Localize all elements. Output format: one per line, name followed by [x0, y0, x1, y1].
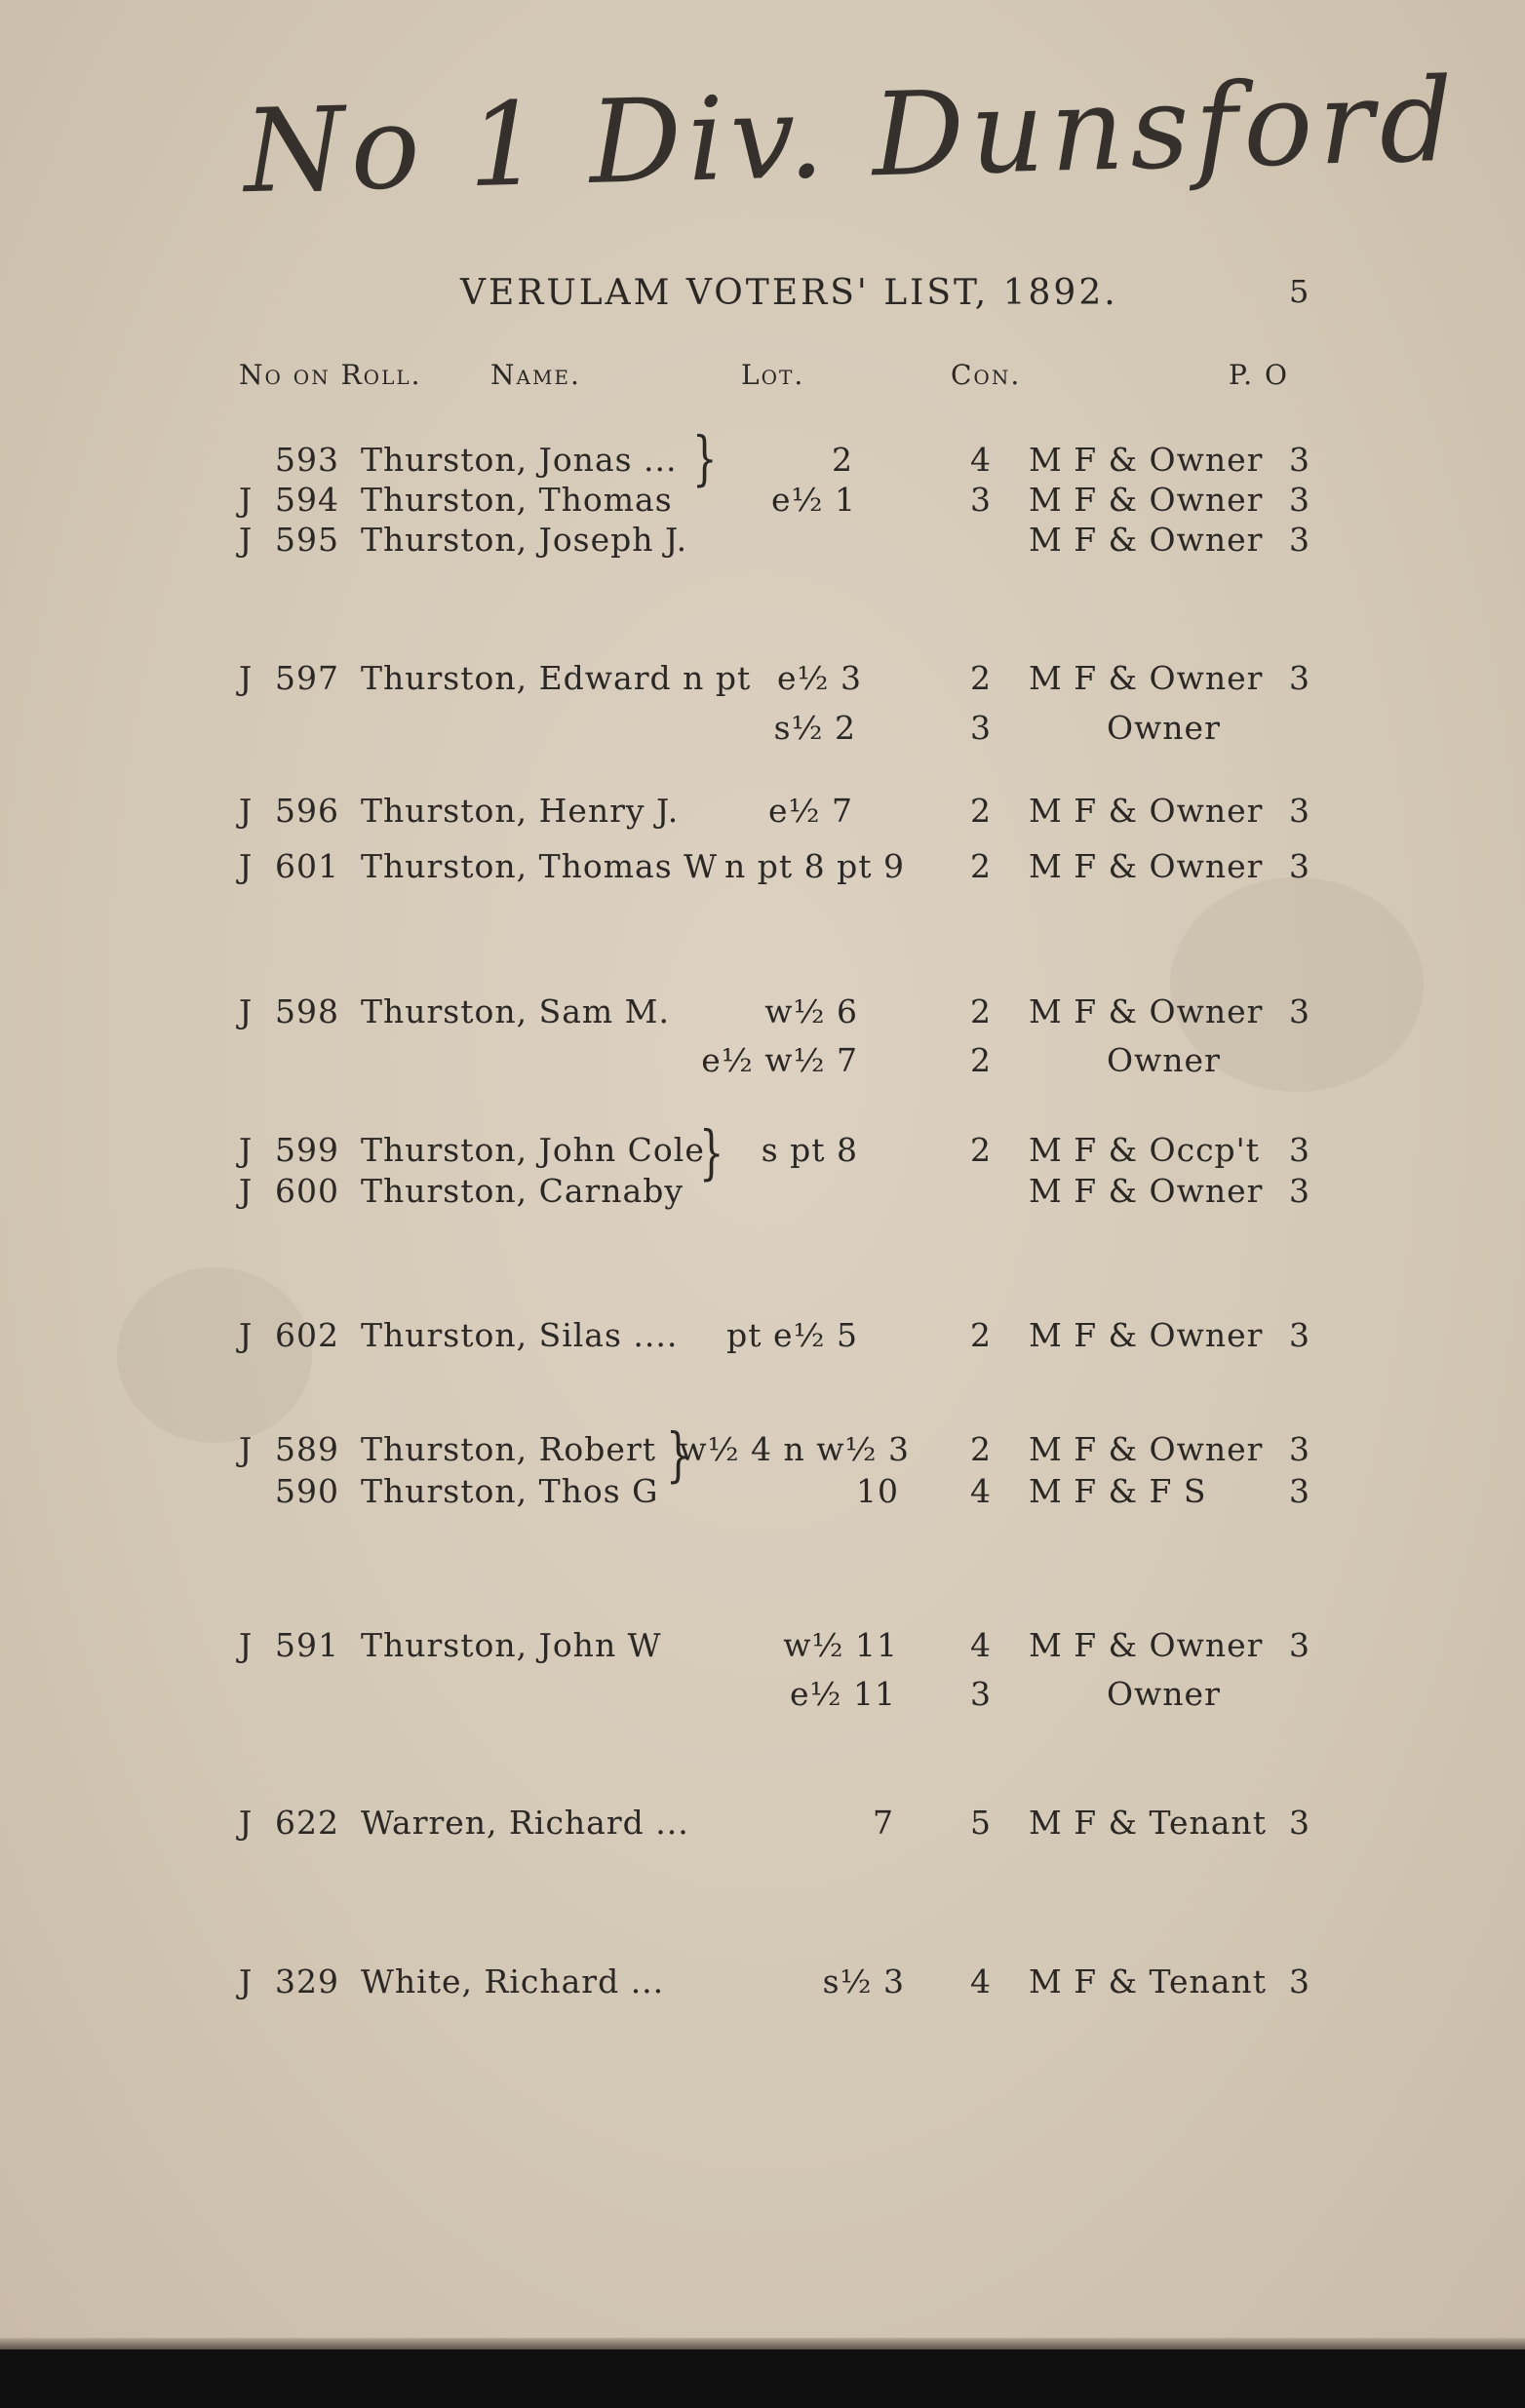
row-lot: e½ w½ 7 — [701, 1041, 858, 1079]
row-po: 3 — [1289, 1131, 1310, 1169]
row-qualification: M F & Occp't — [1029, 1131, 1261, 1169]
row-qualification: M F & Owner — [1029, 1316, 1264, 1354]
row-roll-number: 601 — [275, 847, 339, 885]
row-po: 3 — [1289, 1430, 1310, 1468]
row-qualification: M F & Owner — [1029, 847, 1264, 885]
row-qualification: M F & Owner — [1029, 792, 1264, 830]
row-lot: e½ 11 — [790, 1675, 896, 1713]
row-name: Thurston, Robert — [361, 1430, 656, 1468]
row-name: White, Richard ... — [361, 1962, 665, 2000]
row-con: 2 — [970, 992, 992, 1030]
row-qualification: M F & Tenant — [1029, 1962, 1267, 2000]
row-roll-number: 597 — [275, 659, 339, 697]
header-lot: Lot. — [741, 359, 805, 391]
row-name: Thurston, John Cole — [361, 1131, 705, 1169]
row-juror-mark: J — [239, 847, 254, 885]
row-name: Thurston, Thomas W — [361, 847, 719, 885]
row-lot: 10 — [856, 1472, 899, 1510]
row-name: Thurston, Carnaby — [361, 1172, 684, 1210]
row-con: 5 — [970, 1804, 992, 1842]
row-name: Thurston, Edward n pt — [361, 659, 752, 697]
row-roll-number: 602 — [275, 1316, 339, 1354]
row-po: 3 — [1289, 1804, 1310, 1842]
row-juror-mark: J — [239, 1131, 254, 1169]
header-name: Name. — [490, 359, 581, 391]
row-qualification: Owner — [1107, 709, 1221, 747]
row-roll-number: 622 — [275, 1804, 339, 1842]
row-name: Thurston, Henry J. — [361, 792, 680, 830]
row-juror-mark: J — [239, 659, 254, 697]
row-lot: s½ 2 — [773, 709, 856, 747]
row-name: Thurston, Sam M. — [361, 992, 670, 1030]
row-lot: e½ 3 — [777, 659, 862, 697]
row-qualification: M F & Owner — [1029, 521, 1264, 559]
row-juror-mark: J — [239, 1962, 254, 2000]
row-lot: w½ 11 — [783, 1626, 898, 1664]
row-roll-number: 600 — [275, 1172, 339, 1210]
page-number: 5 — [1289, 273, 1310, 310]
header-con: Con. — [951, 359, 1022, 391]
row-lot: w½ 6 — [764, 992, 858, 1030]
row-qualification: Owner — [1107, 1675, 1221, 1713]
row-roll-number: 599 — [275, 1131, 339, 1169]
row-juror-mark: J — [239, 992, 254, 1030]
row-po: 3 — [1289, 441, 1310, 479]
row-po: 3 — [1289, 521, 1310, 559]
row-name: Thurston, Thos G — [361, 1472, 659, 1510]
row-name: Thurston, Jonas ... — [361, 441, 678, 479]
row-po: 3 — [1289, 1962, 1310, 2000]
row-con: 2 — [970, 1131, 992, 1169]
row-qualification: M F & Tenant — [1029, 1804, 1267, 1842]
row-qualification: M F & Owner — [1029, 1430, 1264, 1468]
brace-599-600: } — [699, 1119, 724, 1187]
row-po: 3 — [1289, 1172, 1310, 1210]
row-con: 4 — [970, 1962, 992, 2000]
row-con: 2 — [970, 1430, 992, 1468]
row-roll-number: 593 — [275, 441, 339, 479]
row-juror-mark: J — [239, 521, 254, 559]
row-qualification: M F & F S — [1029, 1472, 1207, 1510]
brace-593-595: } — [692, 425, 718, 493]
row-roll-number: 594 — [275, 481, 339, 519]
row-po: 3 — [1289, 1472, 1310, 1510]
row-con: 3 — [970, 481, 992, 519]
row-qualification: M F & Owner — [1029, 659, 1264, 697]
row-lot: s pt 8 — [761, 1131, 858, 1169]
row-po: 3 — [1289, 1626, 1310, 1664]
brace-589-590: } — [666, 1421, 691, 1490]
row-name: Warren, Richard ... — [361, 1804, 689, 1842]
row-name: Thurston, Joseph J. — [361, 521, 688, 559]
row-qualification: M F & Owner — [1029, 1172, 1264, 1210]
row-roll-number: 590 — [275, 1472, 339, 1510]
row-qualification: Owner — [1107, 1041, 1221, 1079]
row-juror-mark: J — [239, 1430, 254, 1468]
row-name: Thurston, Thomas — [361, 481, 673, 519]
row-juror-mark: J — [239, 1316, 254, 1354]
row-name: Thurston, John W — [361, 1626, 662, 1664]
row-lot: e½ 1 — [771, 481, 856, 519]
row-roll-number: 598 — [275, 992, 339, 1030]
row-lot: 2 — [832, 441, 853, 479]
row-con: 3 — [970, 1675, 992, 1713]
row-roll-number: 589 — [275, 1430, 339, 1468]
row-po: 3 — [1289, 1316, 1310, 1354]
row-qualification: M F & Owner — [1029, 441, 1264, 479]
row-juror-mark: J — [239, 1626, 254, 1664]
row-lot: s½ 3 — [822, 1962, 905, 2000]
row-con: 4 — [970, 1626, 992, 1664]
header-po: P. O — [1229, 359, 1289, 391]
row-roll-number: 596 — [275, 792, 339, 830]
paper-stain — [117, 1267, 312, 1443]
row-juror-mark: J — [239, 1804, 254, 1842]
row-lot: e½ 7 — [768, 792, 853, 830]
row-con: 3 — [970, 709, 992, 747]
row-juror-mark: J — [239, 1172, 254, 1210]
row-po: 3 — [1289, 992, 1310, 1030]
row-roll-number: 591 — [275, 1626, 339, 1664]
list-title: VERULAM VOTERS' LIST, 1892. — [460, 273, 1118, 313]
row-con: 4 — [970, 441, 992, 479]
row-qualification: M F & Owner — [1029, 992, 1264, 1030]
row-con: 2 — [970, 659, 992, 697]
row-con: 2 — [970, 1041, 992, 1079]
row-qualification: M F & Owner — [1029, 1626, 1264, 1664]
row-qualification: M F & Owner — [1029, 481, 1264, 519]
scan-bottom-band — [0, 2350, 1525, 2408]
row-lot: pt e½ 5 — [726, 1316, 858, 1354]
row-lot: n pt 8 pt 9 — [724, 847, 905, 885]
handwritten-division-header: No 1 Div. Dunsford — [242, 52, 1461, 219]
row-name: Thurston, Silas .... — [361, 1316, 679, 1354]
row-lot: w½ 4 n w½ 3 — [679, 1430, 910, 1468]
row-con: 2 — [970, 847, 992, 885]
row-con: 2 — [970, 1316, 992, 1354]
row-po: 3 — [1289, 659, 1310, 697]
row-con: 4 — [970, 1472, 992, 1510]
row-juror-mark: J — [239, 481, 254, 519]
row-juror-mark: J — [239, 792, 254, 830]
header-no-on-roll: No on Roll. — [239, 359, 422, 391]
row-po: 3 — [1289, 792, 1310, 830]
row-po: 3 — [1289, 847, 1310, 885]
row-roll-number: 329 — [275, 1962, 339, 2000]
row-con: 2 — [970, 792, 992, 830]
row-roll-number: 595 — [275, 521, 339, 559]
row-lot: 7 — [873, 1804, 894, 1842]
row-po: 3 — [1289, 481, 1310, 519]
